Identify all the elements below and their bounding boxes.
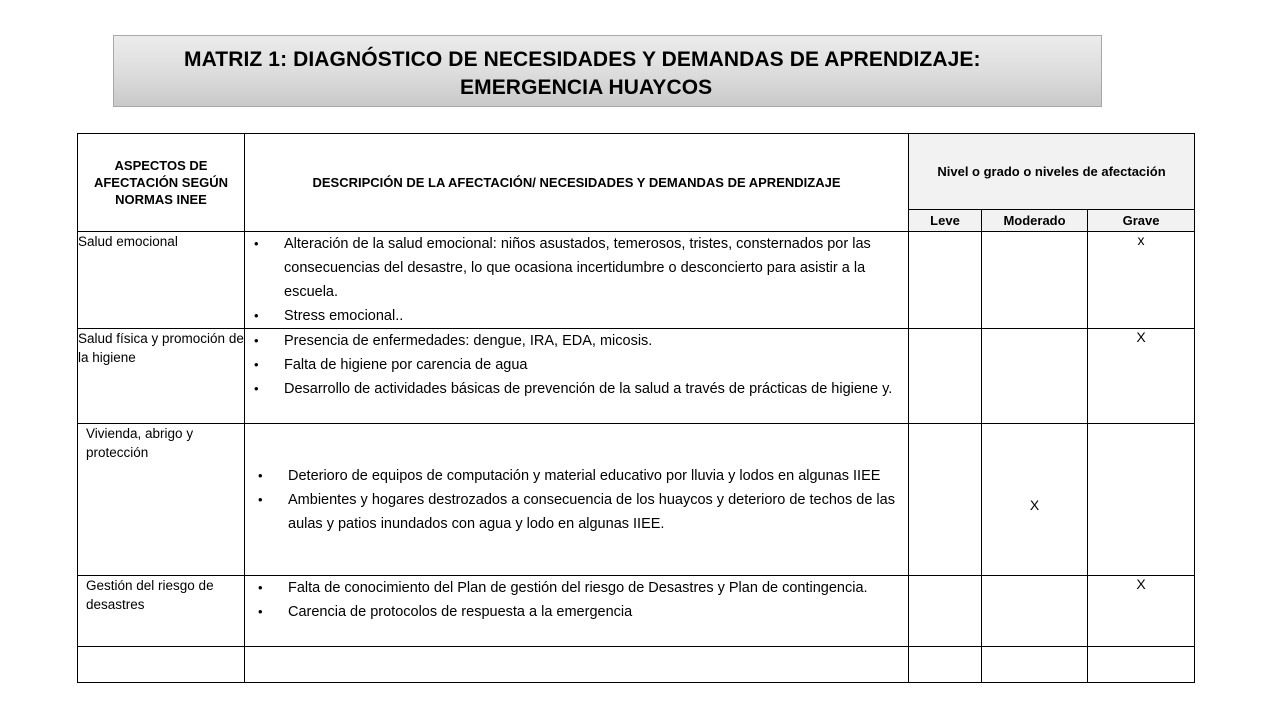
- level-moderado-cell: X: [982, 424, 1088, 576]
- page-title-line-1: MATRIZ 1: DIAGNÓSTICO DE NECESIDADES Y DEMANDAS DE APRENDIZAJE:: [184, 48, 981, 71]
- level-leve-cell: [909, 232, 982, 329]
- list-item: [245, 377, 908, 401]
- bullet-icon: •: [254, 333, 259, 348]
- bullet-icon: •: [254, 236, 259, 251]
- level-moderado-cell: [982, 329, 1088, 424]
- table-row: [78, 232, 1195, 329]
- list-item-text: Presencia de enfermedades: dengue, IRA, EDA, micosis.: [284, 333, 653, 349]
- bullet-icon: •: [258, 580, 263, 595]
- table-row: [78, 424, 1195, 576]
- level-leve-cell: [909, 424, 982, 576]
- bullet-icon: •: [254, 381, 259, 396]
- level-grave-cell: X: [1088, 329, 1195, 424]
- empty-cell: [909, 647, 982, 683]
- list-item: [245, 329, 908, 353]
- list-item: [249, 576, 908, 600]
- header-level-moderado: Moderado: [982, 210, 1088, 232]
- list-item-text: Carencia de protocolos de respuesta a la emergencia: [288, 604, 633, 620]
- aspect-cell: Salud física y promoción de la higiene: [78, 329, 245, 424]
- title-banner: [113, 35, 1102, 107]
- aspect-cell: Salud emocional: [78, 232, 245, 329]
- empty-cell: [982, 647, 1088, 683]
- bullet-icon: •: [254, 308, 259, 323]
- list-item: [245, 232, 908, 304]
- empty-cell: [78, 647, 245, 683]
- empty-cell: [245, 647, 909, 683]
- header-description: DESCRIPCIÓN DE LA AFECTACIÓN/ NECESIDADES Y DEMANDAS DE APRENDIZAJE: [245, 134, 909, 232]
- level-moderado-cell: [982, 576, 1088, 647]
- level-grave-cell: [1088, 424, 1195, 576]
- description-cell: [245, 232, 909, 329]
- list-item-text: Ambientes y hogares destrozados a consecuencia de los huaycos y deterioro de techos de las aulas y patios inundados con agua y lodo en algunas IIEE.: [288, 491, 895, 532]
- table-row: [78, 329, 1195, 424]
- list-item: [249, 464, 908, 488]
- bullet-icon: •: [258, 467, 263, 483]
- list-item-text: Falta de higiene por carencia de agua: [284, 357, 528, 373]
- level-leve-cell: [909, 576, 982, 647]
- list-item-text: Deterioro de equipos de computación y material educativo por lluvia y lodos en algunas IIEE: [288, 467, 881, 484]
- level-grave-cell: x: [1088, 232, 1195, 329]
- description-cell: [245, 424, 909, 576]
- bullet-icon: •: [254, 357, 259, 372]
- header-level-group: Nivel o grado o niveles de afectación: [909, 134, 1195, 210]
- table-row: [78, 576, 1195, 647]
- list-item-text: Stress emocional..: [284, 308, 404, 324]
- diagnostic-matrix-table: [77, 133, 1195, 683]
- list-item: [249, 600, 908, 624]
- bullet-icon: •: [258, 604, 263, 619]
- list-item-text: Alteración de la salud emocional: niños asustados, temerosos, tristes, consternados por las consecuencias del desastre, lo que ocasiona incertidumbre o desconcierto para asistir a la escuela.: [284, 236, 871, 300]
- level-grave-cell: X: [1088, 576, 1195, 647]
- list-item-text: Desarrollo de actividades básicas de prevención de la salud a través de prácticas de higiene y.: [284, 381, 893, 397]
- aspect-cell: Vivienda, abrigo y protección: [78, 424, 245, 576]
- bullet-icon: •: [258, 491, 263, 507]
- description-cell: [245, 576, 909, 647]
- header-level-grave: Grave: [1088, 210, 1195, 232]
- list-item: [245, 304, 908, 328]
- table-row-empty: [78, 647, 1195, 683]
- header-level-leve: Leve: [909, 210, 982, 232]
- list-item: [249, 488, 908, 536]
- empty-cell: [1088, 647, 1195, 683]
- level-leve-cell: [909, 329, 982, 424]
- aspect-cell: Gestión del riesgo de desastres: [78, 576, 245, 647]
- description-cell: [245, 329, 909, 424]
- list-item-text: Falta de conocimiento del Plan de gestión del riesgo de Desastres y Plan de contingencia.: [288, 580, 868, 596]
- header-aspect: ASPECTOS DE AFECTACIÓN SEGÚN NORMAS INEE: [78, 134, 245, 232]
- level-moderado-cell: [982, 232, 1088, 329]
- list-item: [245, 353, 908, 377]
- page-title-line-2: EMERGENCIA HUAYCOS: [460, 76, 713, 99]
